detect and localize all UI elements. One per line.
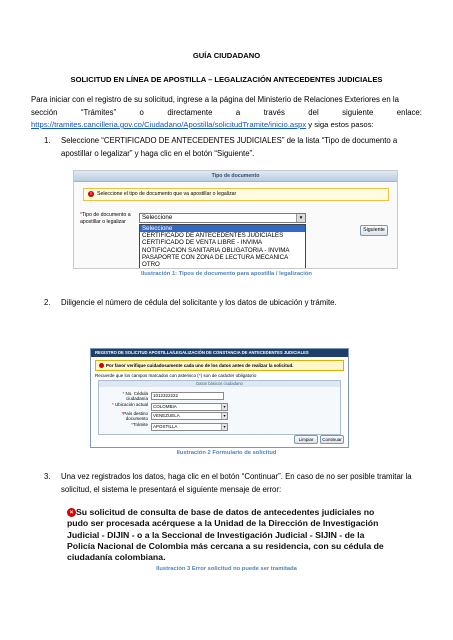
option-venta-libre[interactable]: CERTIFICADO DE VENTA LIBRE - INVIMA	[142, 239, 263, 247]
document-type-options	[139, 224, 306, 269]
chevron-down-icon[interactable]: ▼	[222, 414, 227, 418]
option-pasaporte[interactable]: PASAPORTE CON ZONA DE LECTURA MECANICA	[142, 253, 289, 261]
destination-row	[99, 412, 339, 420]
intro-line-2: sección “Trámites” o directamente a través del siguiente enlace:	[31, 107, 422, 117]
caption-2: Ilustración 2 Formulario de solicitud	[176, 450, 277, 456]
intro-line-3: https://tramites.cancilleria.gov.co/Ciudadano/Apostilla/solicitudTramite/inicio.aspx y siga estos pasos:	[31, 120, 374, 129]
form-buttons	[292, 435, 344, 444]
chevron-down-icon[interactable]: ▼	[222, 405, 227, 409]
field-label: * No. Cédula ciudadanía	[122, 391, 148, 401]
tramites-link[interactable]: https://tramites.cancilleria.gov.co/Ciudadano/Apostilla/solicitudTramite/inicio.aspx	[31, 120, 307, 129]
document-type-select[interactable]: Seleccione ▼	[139, 213, 306, 223]
info-banner: ! Seleccione el tipo de documento que va apostillar o legalizar	[83, 188, 389, 201]
form-header: REGISTRO DE SOLICITUD APOSTILLA/LEGALIZACIÓN DE CONSTANCIA DE ANTECEDENTES JUDICIALES	[91, 349, 348, 357]
alert-icon	[99, 363, 104, 368]
option-antecedentes[interactable]: CERTIFICADO DE ANTECEDENTES JUDICIALES	[142, 232, 284, 240]
cedula-input[interactable]: 1012322222	[151, 392, 224, 400]
location-select[interactable]: COLOMBIA ▼	[153, 404, 227, 409]
doc-subtitle: SOLICITUD EN LÍNEA DE APOSTILLA – LEGALIZACIÓN ANTECEDENTES JUDICIALES	[70, 75, 383, 84]
error-message-screenshot	[67, 507, 388, 563]
warning-banner: Por favor verifique cuidadosamente cada uno de los datos antes de realizar la solicitud.	[95, 360, 344, 371]
required-note: Recuerde que los campos marcados con asterisco (*) son de carácter obligatorio	[95, 373, 257, 378]
step-3: 3. Una vez registrados los datos, haga clic en el botón “Continuar”. En caso de no ser posible tramitar la solicitud, el sistema le presentará el siguiente mensaje de error:	[44, 472, 412, 494]
citizen-data-box	[98, 380, 341, 435]
clear-button[interactable]: Limpiar	[294, 435, 318, 444]
continue-button[interactable]: Continuar	[320, 435, 344, 444]
alert-icon: !	[88, 191, 94, 197]
chevron-down-icon[interactable]: ▼	[222, 425, 227, 429]
request-form-screenshot	[90, 348, 349, 448]
document-type-label: *Tipo de documento a apostillar o legalizar	[80, 212, 131, 225]
option-seleccione[interactable]: Seleccione	[140, 225, 305, 232]
error-message: Su solicitud de consulta de base de datos de antecedentes judiciales no pudo ser procesada acérquese a la Unidad de la Dirección de Investigación Judicial - DIJIN - o a la Seccional de Investigación Judicial - SIJIN - de la Policía Nacional de Colombia más cercana a su residencia, con su cédula de ciudadanía colombiana.	[67, 507, 384, 563]
document-type-dropdown[interactable]	[139, 213, 306, 269]
location-row	[99, 403, 339, 411]
box-title: Datos básicos ciudadano	[99, 381, 340, 387]
field-label: *País destino documento	[121, 411, 148, 421]
destination-select[interactable]: VENEZUELA ▼	[153, 413, 227, 418]
panel-header: Tipo de documento	[74, 171, 397, 182]
procedure-row	[99, 423, 339, 431]
caption-3: Ilustración 3 Error solicitud no puede ser tramitada	[156, 566, 297, 572]
caption-1: Ilustración 1: Tipos de documento para apostilla / legalización	[141, 271, 312, 277]
cedula-row	[99, 392, 339, 400]
error-icon: ×	[67, 508, 76, 517]
option-notificacion[interactable]: NOTIFICACION SANITARIA OBLIGATORIA - INVIMA	[142, 246, 290, 254]
intro-paragraph	[31, 94, 422, 132]
field-label: * Ubicación actual	[111, 402, 148, 407]
doc-title: GUÍA CIUDADANO	[192, 51, 261, 60]
step-2: 2. Diligencie el número de cédula del solicitante y los datos de ubicación y trámite.	[44, 298, 337, 307]
intro-line-1: Para iniciar con el registro de su solicitud, ingrese a la página del Ministerio de Relaciones Exteriores en la	[31, 95, 399, 104]
chevron-down-icon[interactable]: ▼	[296, 214, 305, 222]
option-otro[interactable]: OTRO	[142, 261, 160, 269]
field-label: *Trámite	[131, 422, 148, 427]
step-1: 1. Seleccione “CERTIFICADO DE ANTECEDENTES JUDICIALES” de la lista “Tipo de documento a apostillar o legalizar” y haga clic en el botón “Siguiente”.	[44, 136, 398, 158]
procedure-select[interactable]: APOSTILLA ▼	[153, 424, 227, 429]
next-button[interactable]: Siguiente	[360, 225, 388, 236]
document-type-screenshot	[73, 170, 398, 269]
